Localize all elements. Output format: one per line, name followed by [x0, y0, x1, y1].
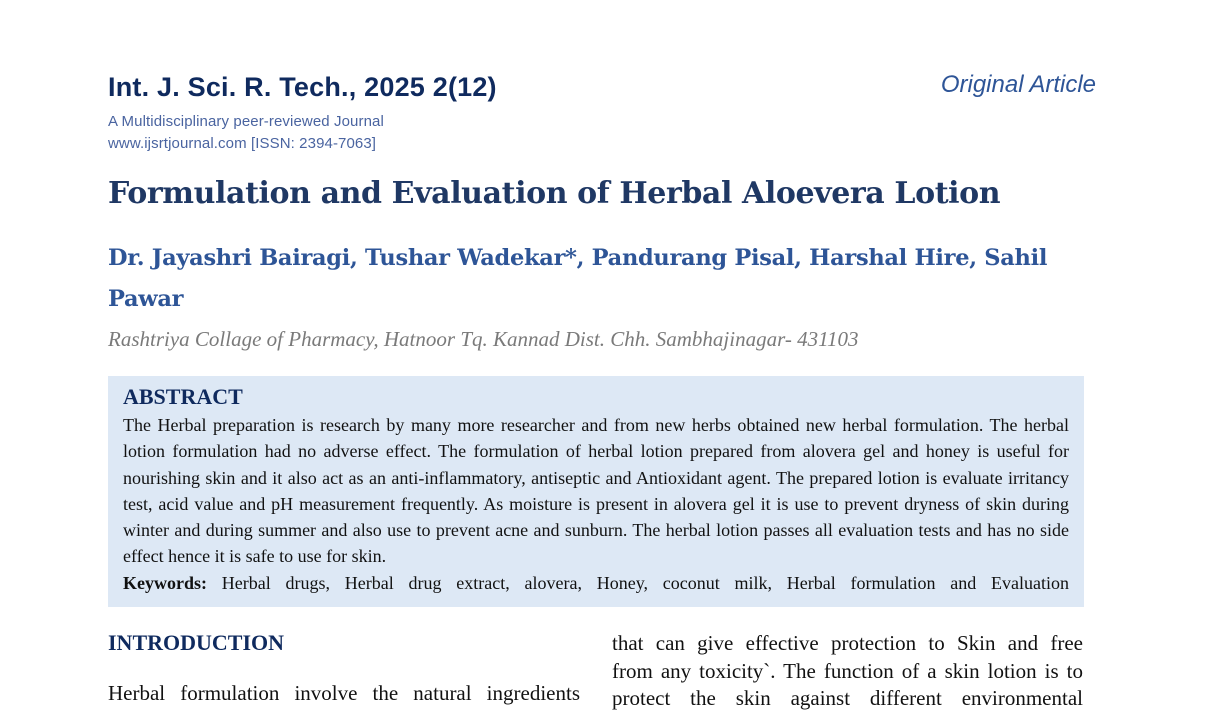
paper-title: Formulation and Evaluation of Herbal Aloevera Lotion	[108, 176, 1001, 211]
abstract-text: The Herbal preparation is research by many more researcher and from new herbs obtained new herbal formulation. The herbal lotion formulation had no adverse effect. The formulation of herbal lotion prepared from alovera gel and honey is useful for nourishing skin and it also act as an anti-inflammatory, antiseptic and Antioxidant agent. The prepared lotion is evaluate irritancy test, acid value and pH measurement frequently. As moisture is present in alovera gel it is use to prevent dryness of skin during winter and during summer and also use to prevent acne and sunburn. The herbal lotion passes all evaluation tests and has no side effect hence it is safe to use for skin.	[123, 415, 1069, 567]
journal-title: Int. J. Sci. R. Tech., 2025 2(12)	[108, 72, 497, 102]
journal-website: www.ijsrtjournal.com [ISSN: 2394-7063]	[108, 135, 377, 152]
right-column-line: that can give effective protection to Skin and free	[612, 631, 1083, 655]
right-column-line: protect the skin against different environmental	[612, 686, 1083, 710]
right-column-line: from any toxicity`. The function of a skin lotion is to	[612, 658, 1083, 683]
keywords-values: Herbal drugs, Herbal drug extract, alovera, Honey, coconut milk, Herbal formulation and Evaluation	[221, 572, 1069, 593]
abstract-box	[108, 376, 1084, 607]
abstract-heading: ABSTRACT	[123, 384, 243, 409]
introduction-heading: INTRODUCTION	[108, 630, 285, 655]
author-list: Dr. Jayashri Bairagi, Tushar Wadekar*, Pandurang Pisal, Harshal Hire, Sahil Pawar	[108, 245, 1048, 312]
keywords-label: Keywords:	[123, 572, 207, 593]
keywords-line	[123, 570, 1069, 596]
affiliation: Rashtriya Collage of Pharmacy, Hatnoor Tq. Kannad Dist. Chh. Sambhajinagar- 431103	[108, 327, 859, 351]
introduction-left-column-text: Herbal formulation involve the natural ingredients	[108, 681, 580, 705]
introduction-right-column	[612, 630, 1083, 713]
journal-subtitle: A Multidisciplinary peer-reviewed Journal	[108, 113, 384, 130]
article-type-label: Original Article	[940, 71, 1096, 98]
